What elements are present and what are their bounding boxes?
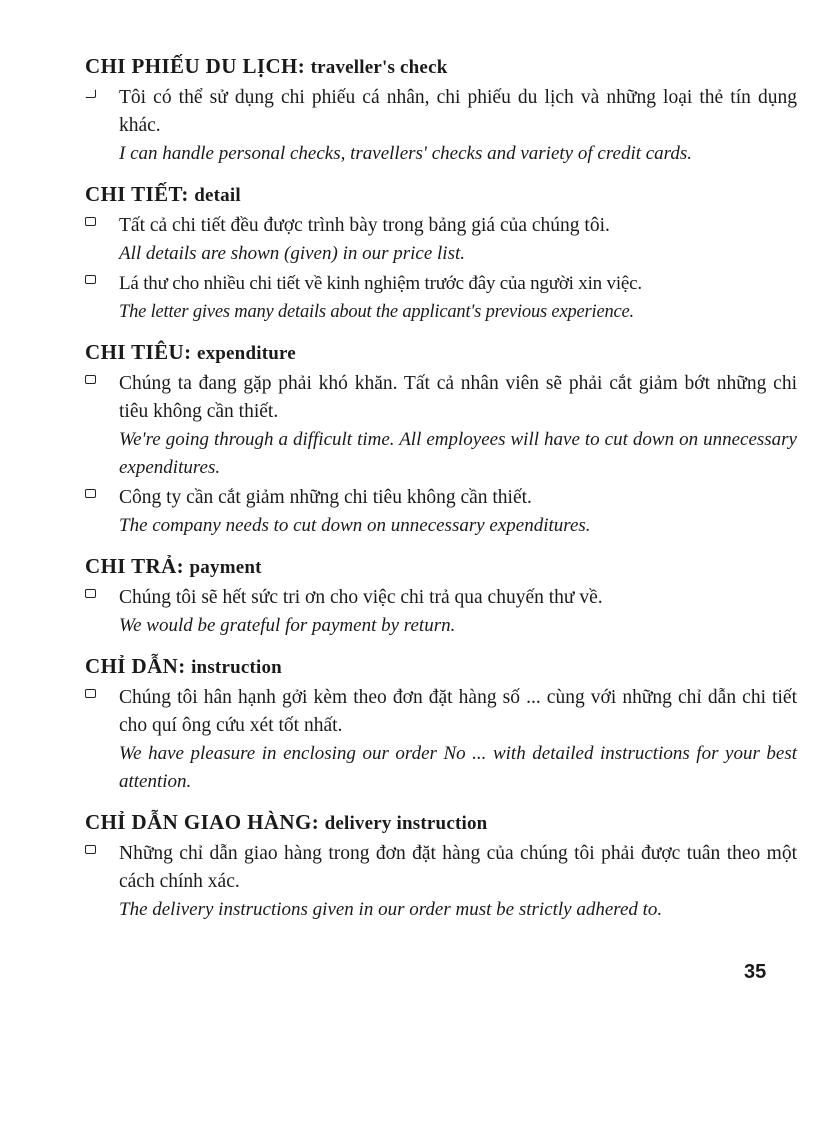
example-item — [85, 212, 797, 268]
checkbox-bullet-icon — [85, 375, 96, 384]
headword-vietnamese: CHỈ DẪN GIAO HÀNG: — [85, 810, 320, 834]
headword-english: detail — [194, 185, 241, 206]
entry-chi-dan-giao-hang — [85, 808, 797, 924]
example-vietnamese: Lá thư cho nhiều chi tiết về kinh nghiệm trước đây của người xin việc. — [119, 273, 642, 294]
example-vietnamese: Tất cả chi tiết đều được trình bày trong bảng giá của chúng tôi. — [119, 215, 610, 236]
headword-english: traveller's check — [310, 57, 448, 78]
example-item — [85, 484, 797, 540]
page-number: 35 — [744, 961, 767, 983]
headword-vietnamese: CHI TIÊU: — [85, 340, 192, 364]
example-english: The letter gives many details about the applicant's previous experience. — [119, 302, 634, 322]
headword — [85, 808, 797, 838]
example-item — [85, 584, 797, 640]
checkbox-bullet-icon — [85, 489, 96, 498]
example-english: The delivery instructions given in our order must be strictly adhered to. — [119, 899, 663, 920]
checkbox-bullet-icon — [85, 845, 96, 854]
example-vietnamese: Chúng tôi hân hạnh gởi kèm theo đơn đặt hàng số ... cùng với những chỉ dẫn chi tiết cho quí ông cứu xét tốt nhất. — [119, 687, 797, 736]
example-item — [85, 84, 797, 168]
example-vietnamese: Chúng ta đang gặp phải khó khăn. Tất cả nhân viên sẽ phải cắt giảm bớt những chi tiêu không cần thiết. — [119, 373, 797, 422]
headword-vietnamese: CHI TIẾT: — [85, 182, 189, 206]
example-item — [85, 270, 797, 326]
entry-chi-phieu-du-lich — [85, 52, 797, 168]
headword — [85, 552, 797, 582]
headword — [85, 652, 797, 682]
example-english: We're going through a difficult time. All employees will have to cut down on unnecessary expenditures. — [119, 429, 797, 478]
example-vietnamese: Chúng tôi sẽ hết sức tri ơn cho việc chi trả qua chuyến thư về. — [119, 587, 603, 608]
headword-english: delivery instruction — [324, 813, 488, 834]
example-vietnamese: Tôi có thể sử dụng chi phiếu cá nhân, chi phiếu du lịch và những loại thẻ tín dụng khác. — [119, 87, 797, 136]
dictionary-page — [85, 52, 797, 936]
headword-english: expenditure — [196, 343, 296, 364]
example-item — [85, 370, 797, 482]
headword-vietnamese: CHỈ DẪN: — [85, 654, 186, 678]
headword-vietnamese: CHI TRẢ: — [85, 554, 185, 578]
headword — [85, 180, 797, 210]
example-english: We would be grateful for payment by return. — [119, 615, 456, 636]
headword-vietnamese: CHI PHIẾU DU LỊCH: — [85, 54, 306, 78]
checkbox-bullet-icon — [85, 589, 96, 598]
headword — [85, 52, 797, 82]
headword — [85, 338, 797, 368]
example-english: The company needs to cut down on unnecessary expenditures. — [119, 515, 591, 536]
checkbox-bullet-icon — [85, 689, 96, 698]
headword-english: payment — [189, 557, 262, 578]
example-item — [85, 684, 797, 796]
entry-chi-tieu — [85, 338, 797, 540]
example-vietnamese: Những chỉ dẫn giao hàng trong đơn đặt hàng của chúng tôi phải được tuân theo một cách chính xác. — [119, 843, 797, 892]
headword-english: instruction — [191, 657, 282, 678]
checkbox-bullet-icon — [85, 89, 96, 98]
example-english: We have pleasure in enclosing our order No ... with detailed instructions for your best attention. — [119, 743, 797, 792]
entry-chi-tiet — [85, 180, 797, 326]
example-english: I can handle personal checks, travellers' checks and variety of credit cards. — [119, 143, 693, 164]
example-item — [85, 840, 797, 924]
checkbox-bullet-icon — [85, 217, 96, 226]
example-english: All details are shown (given) in our price list. — [119, 243, 466, 264]
checkbox-bullet-icon — [85, 275, 96, 284]
example-vietnamese: Công ty cần cắt giảm những chi tiêu không cần thiết. — [119, 487, 532, 508]
entry-chi-tra — [85, 552, 797, 640]
entry-chi-dan — [85, 652, 797, 796]
